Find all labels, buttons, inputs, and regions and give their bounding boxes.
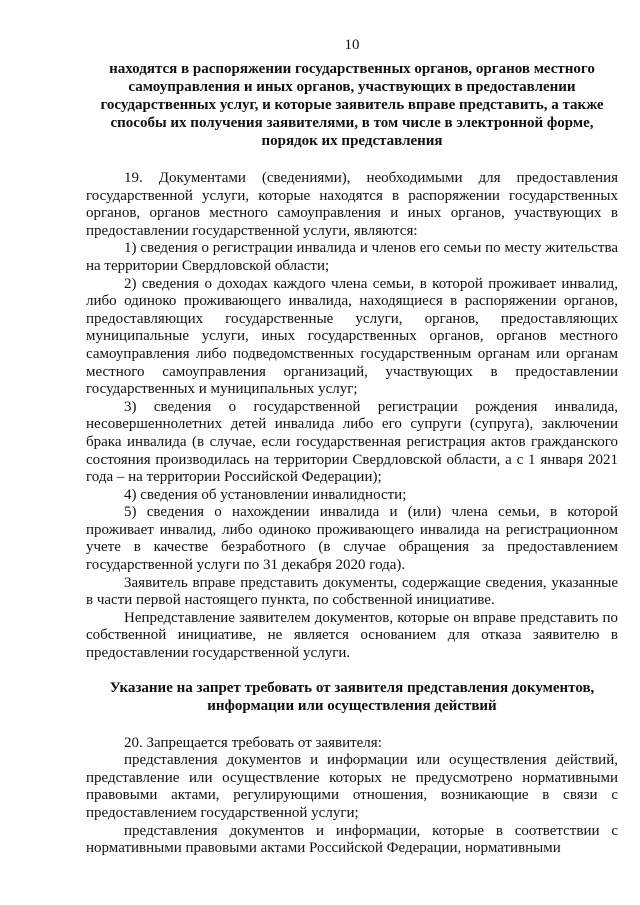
paragraph-19-intro: 19. Документами (сведениями), необходимыми для предоставления государственной услуги, которые находятся в распоряжении государственных органов, органов местного самоуправления и иных органов, участвующих в предоставлении государственной услуги, являются: xyxy=(86,170,618,239)
paragraph-non-submission: Непредставление заявителем документов, которые он вправе представить по собственной инициативе, не является основанием для отказа заявителю в предоставлении государственной услуги. xyxy=(86,609,618,662)
section-heading-documents-in-possession: находятся в распоряжении государственных органов, органов местного самоуправления и иных органов, участвующих в предоставлении государственных услуг, и которые заявитель вправе представить, а также способы их получения заявителями, в том числе в электронной форме, порядок их представления xyxy=(100,61,604,149)
paragraph-right-to-submit: Заявитель вправе представить документы, содержащие сведения, указанные в части первой настоящего пункта, по собственной инициативе. xyxy=(86,574,618,609)
section-body-documents xyxy=(86,170,618,663)
prohibition-item-1: представления документов и информации или осуществления действий, представление или осуществление которых не предусмотрено нормативными правовыми актами, регулирующими отношения, возникающие в связи с предоставлением государственной услуги; xyxy=(86,752,618,821)
list-item-2-income: 2) сведения о доходах каждого члена семьи, в которой проживает инвалид, либо одиноко проживающего инвалида, находящиеся в распоряжении органов, предоставляющих государственные услуги, органов, предоставляющих муниципальные услуги, иных государственных органов, органов местного самоуправления либо подведомственных государственным органам или органам местного самоуправления организаций, участвующих в предоставлении государственных и муниципальных услуг; xyxy=(86,275,618,398)
list-item-1-registration: 1) сведения о регистрации инвалида и членов его семьи по месту жительства на территории Свердловской области; xyxy=(86,240,618,274)
document-page xyxy=(86,36,618,858)
page-number: 10 xyxy=(344,37,360,53)
list-item-5-unemployment: 5) сведения о нахождении инвалида и (или) члена семьи, в которой проживает инвалид, либо одиноко проживающего инвалида на регистрационном учете в качестве безработного (в случае обращения за предоставлением государственной услуги по 31 декабря 2020 года). xyxy=(86,504,618,574)
prohibition-item-2: представления документов и информации, которые в соответствии с нормативными правовыми актами Российской Федерации, нормативными xyxy=(86,822,618,857)
list-item-4-disability: 4) сведения об установлении инвалидности; xyxy=(124,486,407,503)
paragraph-20-intro: 20. Запрещается требовать от заявителя: xyxy=(124,734,382,751)
section-body-prohibition xyxy=(86,735,618,858)
section-heading-prohibition: Указание на запрет требовать от заявителя представления документов, информации или осуществления действий xyxy=(109,679,595,714)
list-item-3-civil-status: 3) сведения о государственной регистрации рождения инвалида, несовершеннолетних детей инвалида либо его супруги (супруга), заключении брака инвалида (в случае, если государственная регистрация актов гражданского состояния производилась на территории Свердловской области, а с 1 января 2021 года – на территории Российской Федерации); xyxy=(86,398,618,486)
